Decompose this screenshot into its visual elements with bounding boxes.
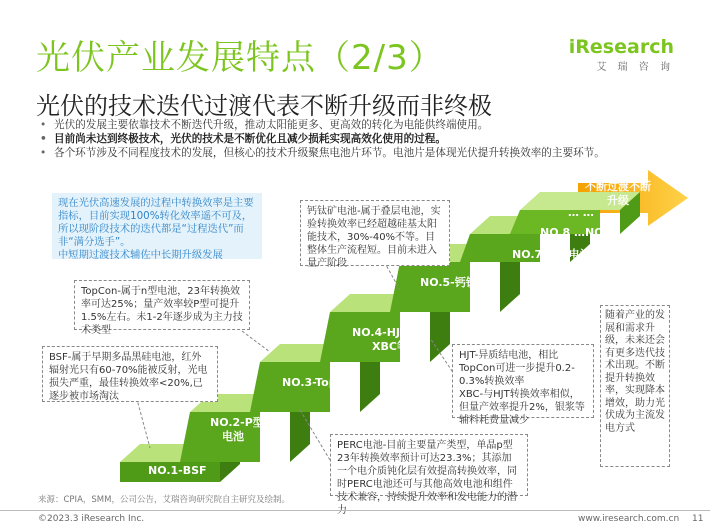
website-link[interactable]: www.iresearch.com.cn xyxy=(578,514,680,524)
arrow-label: 不断过渡不断升级 xyxy=(585,180,651,207)
step-label: NO.2-P型 xyxy=(210,416,264,429)
intro-box xyxy=(52,193,262,259)
page-number: 11 xyxy=(692,514,704,524)
note-hjt-xbc: HJT-异质结电池，相比TopCon可进一步提升0.2-0.3%转换效率 XBC-与HJT转换效率相似，但量产效率提升2%，银浆等辅料耗费量减少 xyxy=(452,344,594,418)
intro-text: 现在光伏高速发展的过程中转换效率是主要指标，目前实现100%转化效率遥不可及，所以现阶段技术的迭代都是“过程迭 xyxy=(58,197,254,235)
bullet-item: • 光伏的发展主要依靠技术不断迭代升级，推动太阳能更多、更高效的转化为电能供终端使用。 xyxy=(40,118,690,132)
step-label: … … xyxy=(568,206,594,219)
step-label: NO.8 …NO.9 … xyxy=(540,226,630,239)
intro-text: 代”而非“满分选手”。 xyxy=(58,223,244,248)
bullet-item: • 目前尚未达到终极技术，光伏的技术是不断优化且减少损耗实现高效化使用的过程。 xyxy=(40,132,690,146)
footer-divider xyxy=(0,510,710,511)
note-topcon: TopCon-属于n型电池，23年转换效率可达25%；量产效率较P型可提升1.5%左右。未1-2年逐步成为主力技术类型 xyxy=(74,280,250,330)
note-perc: PERC电池-目前主要量产类型，单晶p型23年转换效率预计可达23.3%；其添加一个电介质钝化层有效提高转换效率，同时PERC电池还可与其他高效电池和组件技术兼容，持续提升效率和发电能力的潜 xyxy=(330,434,528,496)
step-label: NO.4-HJT、 xyxy=(352,326,419,339)
copyright: ©2023.3 iResearch Inc. xyxy=(38,514,145,524)
step-label: NO.7-多结电池 xyxy=(512,248,591,261)
page-subtitle: 光伏的技术迭代过渡代表不断升级而非终极 xyxy=(36,92,492,120)
intro-text: 中短期过渡技术辅佐中长期升级发展 xyxy=(58,249,223,261)
step-label: NO.1-BSF xyxy=(148,464,207,477)
step-label: XBC等 xyxy=(372,340,408,353)
source-note: 来源：CPIA，SMM，公司公告，艾瑞咨询研究院自主研究及绘制。 xyxy=(38,495,290,505)
future-note: 随着产业的发展和需求升级，未来还会有更多迭代技术出现。不断提升转换效率，实现降本增效，助力光伏成为主流发电方式 xyxy=(600,305,670,467)
logo-brand: iResearch xyxy=(568,36,674,58)
step-label: 电池 xyxy=(222,430,244,443)
page-title: 光伏产业发展特点（2/3） xyxy=(36,38,444,78)
note-bsf: BSF-属于早期多晶黑硅电池，红外辐射光只有60-70%能被反射，光电损失严重，最佳转换效率<20%,已逐步被市场淘汰 xyxy=(42,346,218,402)
bullet-item: • 各个环节涉及不同程度技术的发展，但核心的技术升级聚焦电池片环节。电池片是体现光伏提升转换效率的主要环节。 xyxy=(40,146,690,160)
step-label: NO.3-TopCon xyxy=(282,376,361,389)
note-perovskite: 钙钛矿电池-属于叠层电池，实验转换效率已经超越硅基太阳能技术，30%-40%不等。目整体生产流程短。目前未进入量产阶段 xyxy=(300,200,450,266)
logo-subtitle: 艾 瑞 咨 询 xyxy=(596,62,674,73)
step-label: NO.5-钙钛矿 xyxy=(420,276,488,289)
